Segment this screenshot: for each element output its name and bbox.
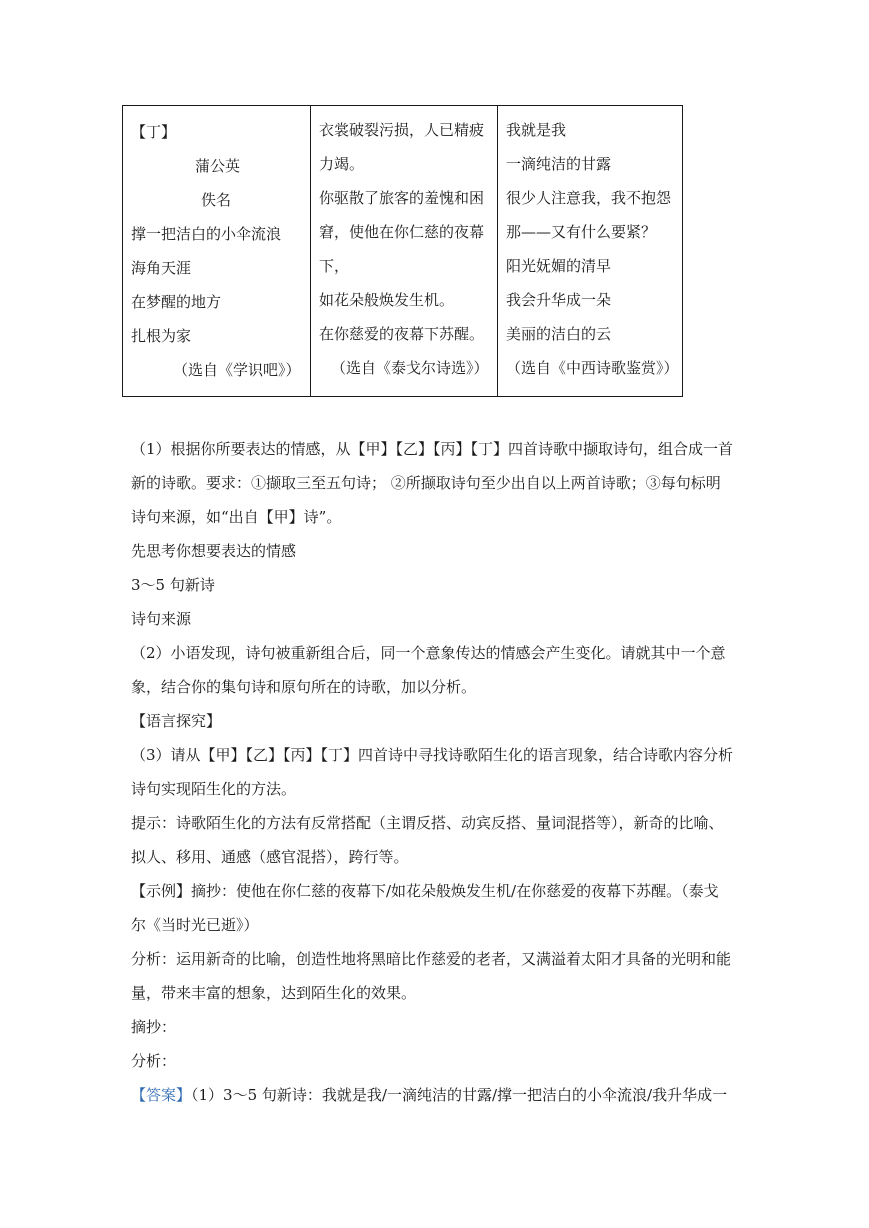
poem-line: 窘，使他在你仁慈的夜幕 xyxy=(319,223,485,241)
question-3-line-1: （3）请从【甲】【乙】【丙】【丁】四首诗中寻找诗歌陌生化的语言现象，结合诗歌内容分析 xyxy=(131,746,734,764)
analysis-label: 分析： xyxy=(131,1052,177,1070)
poem-column-ding xyxy=(123,106,310,396)
poem-line: 我就是我 xyxy=(506,121,567,139)
poem-line: 在梦醒的地方 xyxy=(131,293,222,311)
question-2-line-1: （2）小语发现，诗句被重新组合后，同一个意象传达的情感会产生变化。请就其中一个意 xyxy=(131,644,726,662)
poem-table xyxy=(122,105,683,397)
poem-column-tagore xyxy=(310,106,497,396)
question-1-line-3: 诗句来源，如“出自【甲】诗”。 xyxy=(131,508,342,526)
poem-line: 在你慈爱的夜幕下苏醒。 xyxy=(319,325,485,343)
poem-line: 如花朵般焕发生机。 xyxy=(319,291,455,309)
hint-line-2: 拟人、移用、通感（感官混搭），跨行等。 xyxy=(131,848,409,866)
new-poem-label: 3～5 句新诗 xyxy=(131,576,215,594)
poem-source: （选自《学识吧》） xyxy=(173,361,301,379)
question-3-line-2: 诗句实现陌生化的方法。 xyxy=(131,780,297,798)
question-1-line-1: （1）根据你所要表达的情感，从【甲】【乙】【丙】【丁】四首诗歌中撷取诗句，组合成一首 xyxy=(131,440,734,458)
poem-source: （选自《中西诗歌鉴赏》） xyxy=(506,359,679,377)
poem-line: 很少人注意我，我不抱怨 xyxy=(506,189,672,207)
poem-line: 下， xyxy=(319,257,350,275)
poem-line: 我会升华成一朵 xyxy=(506,291,612,309)
poem-title-dandelion: 蒲公英 xyxy=(195,157,241,175)
poem-source: （选自《泰戈尔诗选》） xyxy=(331,359,489,377)
poem-line: 海角天涯 xyxy=(131,259,192,277)
poem-line: 美丽的洁白的云 xyxy=(506,325,612,343)
poem-line: 扎根为家 xyxy=(131,327,192,345)
poem-line: 你驱散了旅客的羞愧和困 xyxy=(319,189,485,207)
answer-line xyxy=(131,1085,741,1105)
section-heading-language: 【语言探究】 xyxy=(131,712,222,730)
question-2-line-2: 象，结合你的集句诗和原句所在的诗歌，加以分析。 xyxy=(131,678,477,696)
poem-line: 那——又有什么要紧？ xyxy=(506,223,657,241)
analysis-line-1: 分析：运用新奇的比喻，创造性地将黑暗比作慈爱的老者，又满溢着太阳才具备的光明和能 xyxy=(131,950,732,968)
example-line-2: 尔《当时光已逝》） xyxy=(131,916,259,934)
poem-author: 佚名 xyxy=(201,191,232,209)
poem-label-ding: 【丁】 xyxy=(131,123,177,141)
source-label: 诗句来源 xyxy=(131,610,192,628)
analysis-line-2: 量，带来丰富的想象，达到陌生化的效果。 xyxy=(131,984,417,1002)
emotion-prompt: 先思考你想要表达的情感 xyxy=(131,542,297,560)
poem-line: 撑一把洁白的小伞流浪 xyxy=(131,225,282,243)
poem-line: 一滴纯洁的甘露 xyxy=(506,155,612,173)
question-1-line-2: 新的诗歌。要求：①撷取三至五句诗； ②所撷取诗句至少出自以上两首诗歌；③每句标明 xyxy=(131,474,721,492)
answer-tag: 【答案】 xyxy=(131,1086,192,1104)
example-line-1: 【示例】摘抄：使他在你仁慈的夜幕下/如花朵般焕发生机/在你慈爱的夜幕下苏醒。（泰戈 xyxy=(131,882,719,900)
poem-line: 力竭。 xyxy=(319,155,365,173)
hint-line-1: 提示：诗歌陌生化的方法有反常搭配（主谓反搭、动宾反搭、量词混搭等），新奇的比喻、 xyxy=(131,814,724,832)
poem-column-dew xyxy=(497,106,682,396)
poem-line: 衣裳破裂污损，人已精疲 xyxy=(319,121,485,139)
excerpt-label: 摘抄： xyxy=(131,1018,177,1036)
answer-text: （1）3～5 句新诗：我就是我/一滴纯洁的甘露/撑一把洁白的小伞流浪/我升华成一 xyxy=(191,1086,728,1104)
poem-line: 阳光妩媚的清早 xyxy=(506,257,612,275)
